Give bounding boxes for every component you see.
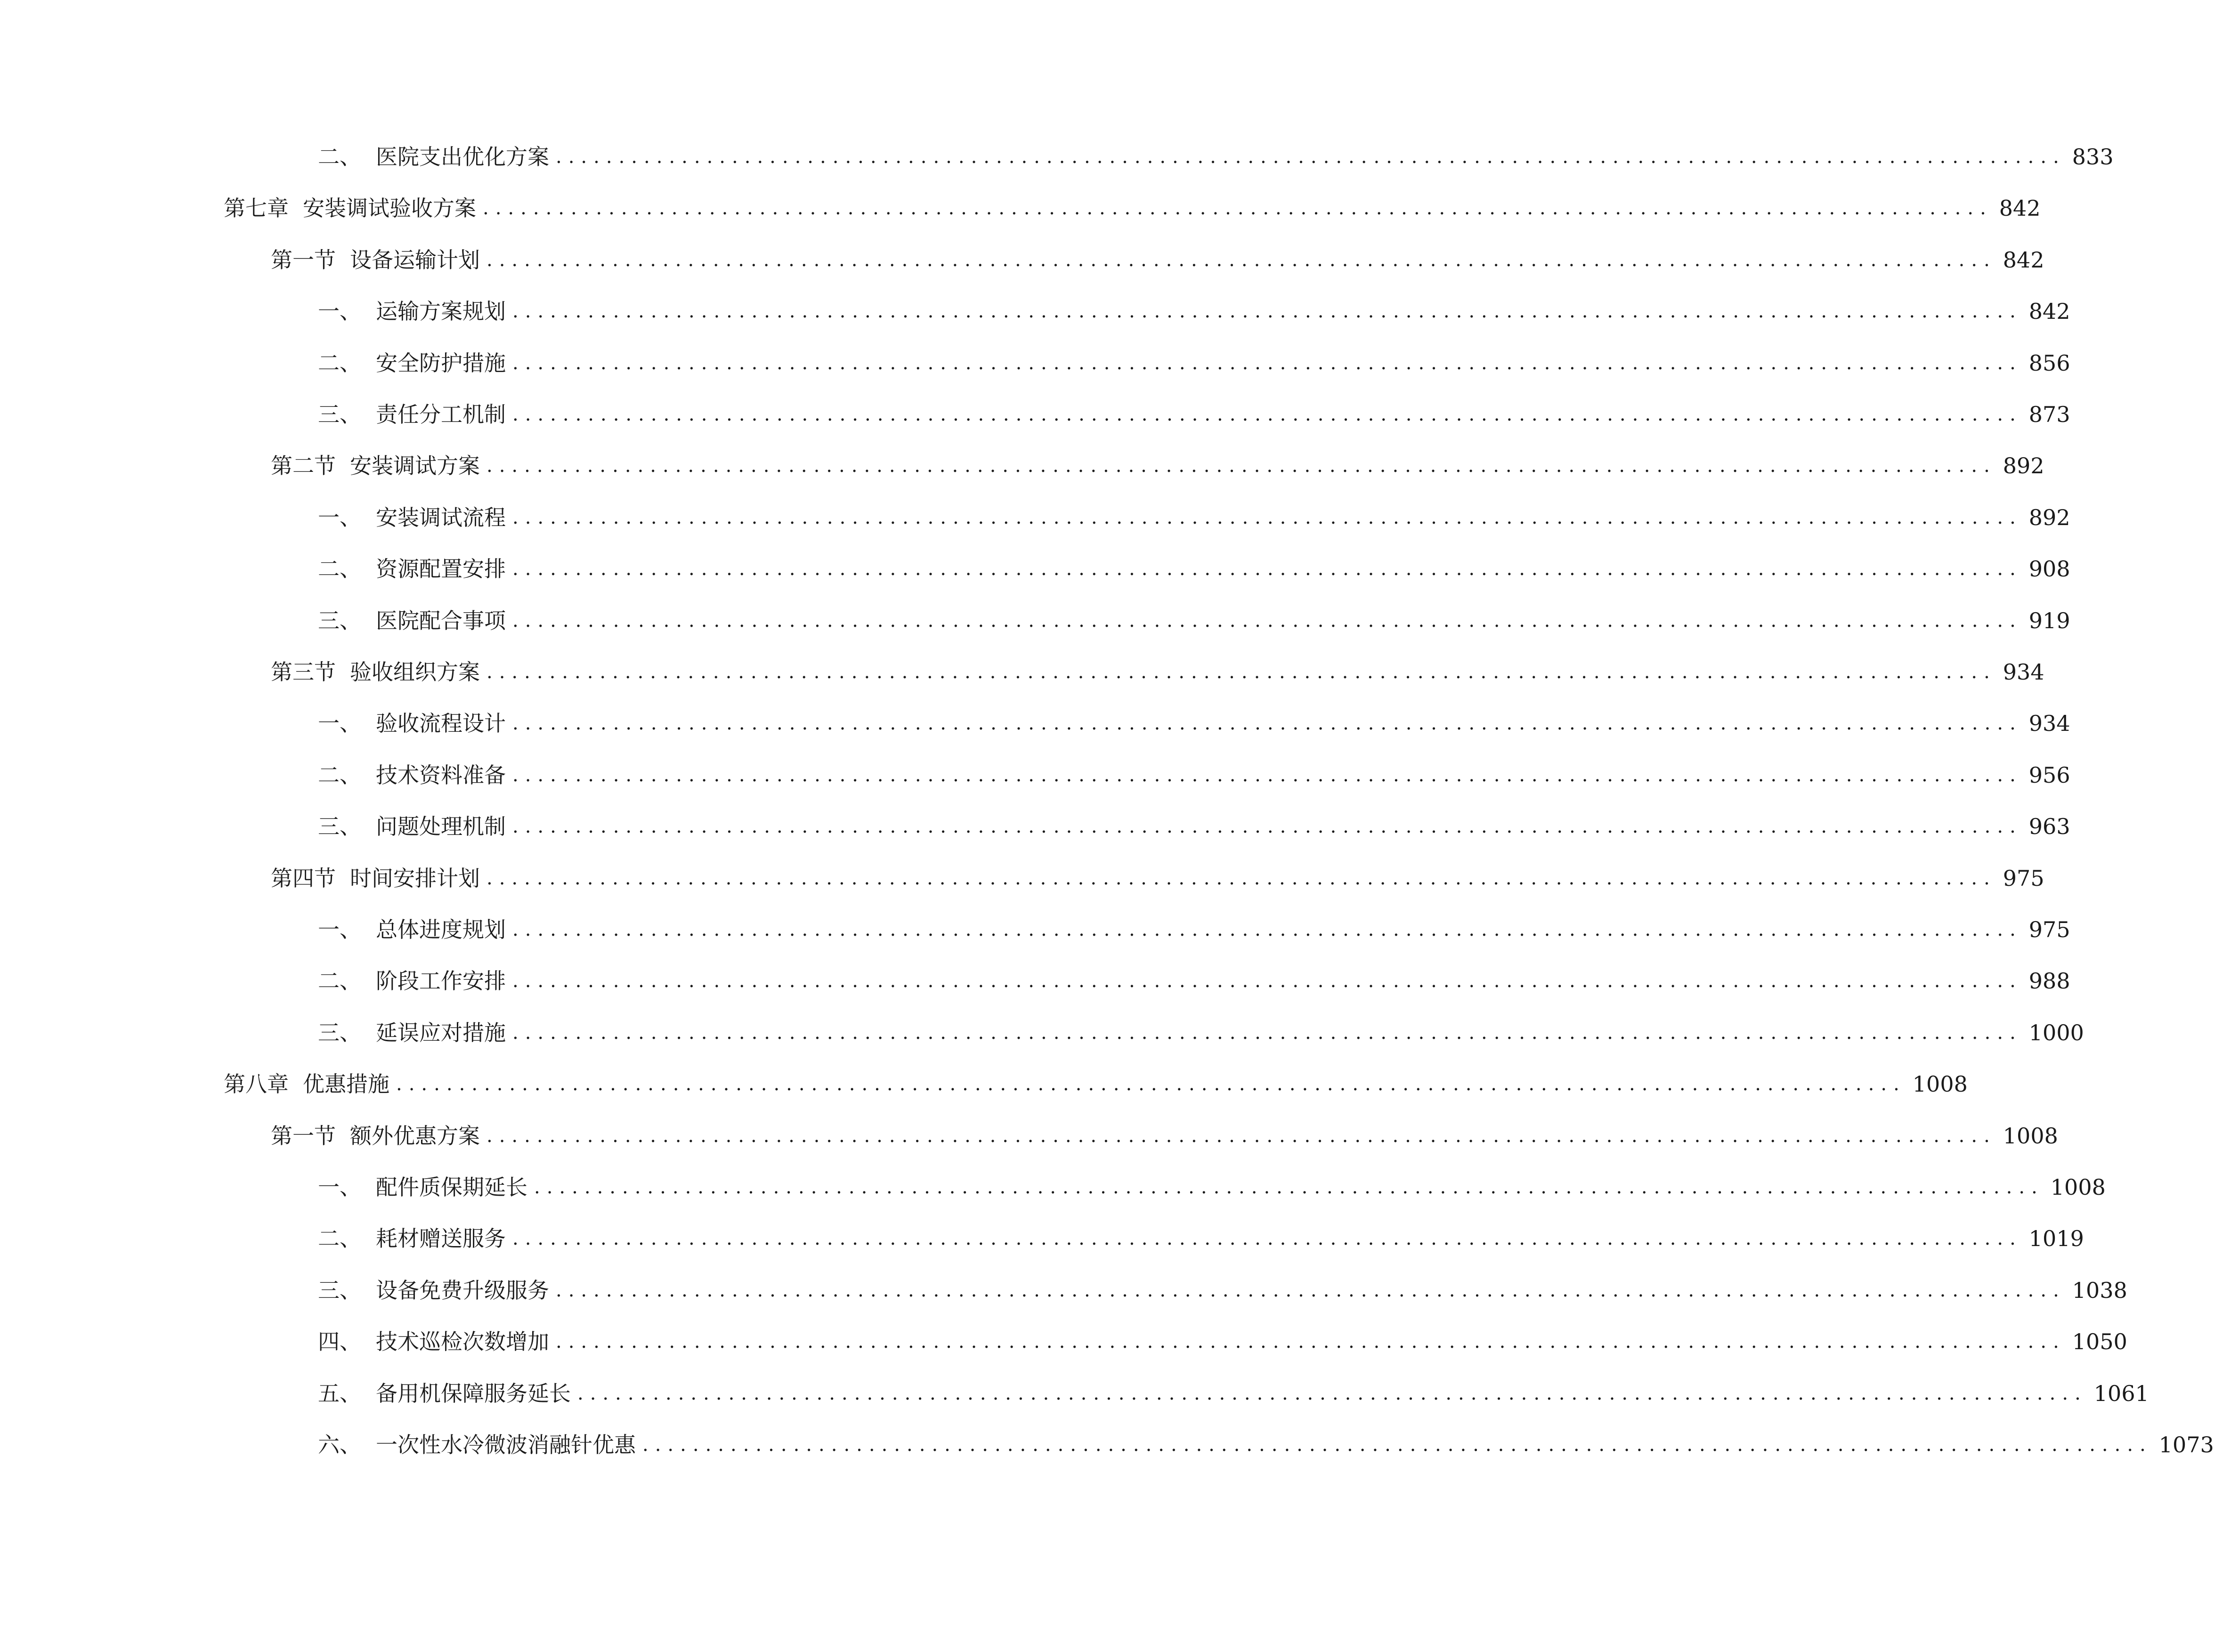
toc-entry[interactable] <box>318 962 2070 1000</box>
toc-entry-page-number: 1008 <box>2003 1123 2058 1149</box>
toc-entry-number: 第四节 <box>271 866 336 891</box>
toc-entry-title: 问题处理机制 <box>376 814 506 839</box>
toc-entry-page-number: 1000 <box>2028 1020 2084 1045</box>
toc-entry[interactable] <box>318 808 2070 845</box>
toc-entry[interactable] <box>271 447 2044 485</box>
toc-entry[interactable] <box>318 756 2070 794</box>
toc-entry-page-number: 892 <box>2003 453 2044 478</box>
toc-entry-number: 三、 <box>318 402 361 427</box>
toc-dot-leader: ........................................................................................................................ <box>577 1383 2087 1404</box>
toc-entry-page-number: 956 <box>2028 762 2070 788</box>
toc-dot-leader: ........................................................................................................................ <box>487 1125 1996 1147</box>
toc-entry-page-number: 1073 <box>2158 1432 2214 1458</box>
toc-entry-number: 二、 <box>318 968 361 994</box>
toc-entry-page-number: 1050 <box>2072 1329 2127 1354</box>
toc-entry[interactable] <box>318 499 2070 536</box>
toc-entry-title: 备用机保障服务延长 <box>376 1381 571 1406</box>
toc-entry[interactable] <box>318 1271 2127 1309</box>
toc-entry-title: 安装调试验收方案 <box>303 195 476 221</box>
toc-dot-leader: ........................................................................................................................ <box>534 1176 2044 1198</box>
toc-entry-title: 运输方案规划 <box>376 299 506 324</box>
toc-entry-number: 一、 <box>318 1174 361 1200</box>
toc-entry-title: 延误应对措施 <box>376 1020 506 1045</box>
toc-entry-title: 优惠措施 <box>303 1071 389 1097</box>
toc-entry-page-number: 975 <box>2028 917 2070 942</box>
toc-entry[interactable] <box>318 1014 2084 1052</box>
toc-entry-title: 耗材赠送服务 <box>376 1226 506 1251</box>
toc-entry[interactable] <box>271 859 2044 897</box>
toc-entry-page-number: 963 <box>2028 814 2070 839</box>
toc-entry-title: 总体进度规划 <box>376 917 506 942</box>
toc-dot-leader: ........................................................................................................................ <box>487 867 1996 889</box>
toc-entry-title: 安全防护措施 <box>376 350 506 376</box>
toc-entry-number: 三、 <box>318 1278 361 1303</box>
toc-entry-number: 第一节 <box>271 247 336 273</box>
toc-entry-title: 额外优惠方案 <box>350 1123 480 1149</box>
toc-entry-title: 设备运输计划 <box>350 247 480 273</box>
toc-entry-page-number: 842 <box>2028 299 2070 324</box>
toc-entry-number: 第七章 <box>224 195 289 221</box>
toc-entry-title: 设备免费升级服务 <box>376 1278 549 1303</box>
toc-entry[interactable] <box>318 1426 2214 1464</box>
toc-dot-leader: ........................................................................................................................ <box>512 713 2022 734</box>
toc-dot-leader: ........................................................................................................................ <box>512 764 2022 786</box>
toc-dot-leader: ........................................................................................................................ <box>512 816 2022 837</box>
toc-entry-number: 第八章 <box>224 1071 289 1097</box>
toc-dot-leader: ........................................................................................................................ <box>512 404 2022 425</box>
toc-entry-title: 技术巡检次数增加 <box>376 1329 549 1354</box>
toc-dot-leader: ........................................................................................................................ <box>512 1228 2022 1249</box>
toc-entry-title: 安装调试方案 <box>350 453 480 478</box>
toc-entry-number: 二、 <box>318 762 361 788</box>
toc-entry-title: 验收流程设计 <box>376 711 506 736</box>
toc-entry-number: 二、 <box>318 350 361 376</box>
toc-entry-title: 验收组织方案 <box>350 659 480 685</box>
toc-dot-leader: ........................................................................................................................ <box>556 146 2066 168</box>
toc-entry[interactable] <box>224 1065 1968 1103</box>
toc-dot-leader: ........................................................................................................................ <box>512 1022 2022 1044</box>
toc-entry-title: 技术资料准备 <box>376 762 506 788</box>
toc-entry-page-number: 975 <box>2003 866 2044 891</box>
toc-entry-page-number: 842 <box>1999 195 2041 221</box>
toc-dot-leader: ........................................................................................................................ <box>642 1434 2152 1456</box>
toc-entry[interactable] <box>318 1220 2084 1257</box>
toc-entry-title: 责任分工机制 <box>376 402 506 427</box>
toc-dot-leader: ........................................................................................................................ <box>512 610 2022 632</box>
toc-entry-page-number: 856 <box>2028 350 2070 376</box>
toc-entry[interactable] <box>318 602 2070 640</box>
toc-entry[interactable] <box>318 705 2070 742</box>
toc-entry[interactable] <box>318 911 2070 948</box>
toc-entry-title: 安装调试流程 <box>376 505 506 530</box>
toc-entry[interactable] <box>271 241 2044 279</box>
toc-entry-title: 阶段工作安排 <box>376 968 506 994</box>
toc-entry[interactable] <box>318 396 2070 433</box>
toc-dot-leader: ........................................................................................................................ <box>483 197 1993 219</box>
toc-entry-page-number: 873 <box>2028 402 2070 427</box>
toc-dot-leader: ........................................................................................................................ <box>512 352 2022 374</box>
toc-entry-number: 二、 <box>318 144 361 170</box>
toc-dot-leader: ........................................................................................................................ <box>487 249 1996 271</box>
toc-entry-title: 配件质保期延长 <box>376 1174 527 1200</box>
toc-entry-number: 二、 <box>318 1226 361 1251</box>
toc-entry-number: 第三节 <box>271 659 336 685</box>
toc-dot-leader: ........................................................................................................................ <box>512 507 2022 528</box>
toc-entry[interactable] <box>318 1168 2106 1206</box>
toc-dot-leader: ........................................................................................................................ <box>556 1279 2066 1301</box>
toc-entry[interactable] <box>318 292 2070 330</box>
toc-entry-page-number: 988 <box>2028 968 2070 994</box>
toc-entry[interactable] <box>318 344 2070 382</box>
toc-entry-page-number: 1038 <box>2072 1278 2127 1303</box>
toc-entry-page-number: 1061 <box>2093 1381 2149 1406</box>
toc-entry-number: 第一节 <box>271 1123 336 1149</box>
toc-entry-number: 六、 <box>318 1432 361 1458</box>
toc-dot-leader: ........................................................................................................................ <box>396 1073 1906 1095</box>
toc-entry-page-number: 892 <box>2028 505 2070 530</box>
toc-entry[interactable] <box>318 550 2070 588</box>
toc-entry-number: 三、 <box>318 814 361 839</box>
toc-dot-leader: ........................................................................................................................ <box>512 919 2022 940</box>
toc-entry-title: 时间安排计划 <box>350 866 480 891</box>
toc-entry-number: 三、 <box>318 1020 361 1045</box>
toc-entry-number: 五、 <box>318 1381 361 1406</box>
toc-entry-title: 医院配合事项 <box>376 608 506 633</box>
toc-entry-page-number: 1008 <box>1912 1071 1968 1097</box>
toc-entry-number: 四、 <box>318 1329 361 1354</box>
toc-entry-page-number: 1019 <box>2028 1226 2084 1251</box>
toc-entry-number: 一、 <box>318 917 361 942</box>
toc-dot-leader: ........................................................................................................................ <box>487 661 1996 683</box>
toc-entry-page-number: 919 <box>2028 608 2070 633</box>
toc-entry-number: 一、 <box>318 299 361 324</box>
toc-entry-page-number: 908 <box>2028 556 2070 582</box>
toc-entry-number: 第二节 <box>271 453 336 478</box>
toc-entry-page-number: 833 <box>2072 144 2114 170</box>
toc-entry-title: 医院支出优化方案 <box>376 144 549 170</box>
toc-entry-title: 一次性水冷微波消融针优惠 <box>376 1432 636 1458</box>
toc-dot-leader: ........................................................................................................................ <box>512 970 2022 992</box>
toc-entry[interactable] <box>318 138 2114 176</box>
toc-entry[interactable] <box>271 653 2044 691</box>
toc-dot-leader: ........................................................................................................................ <box>487 455 1996 477</box>
toc-entry-page-number: 934 <box>2003 659 2044 685</box>
toc-dot-leader: ........................................................................................................................ <box>556 1331 2066 1352</box>
toc-entry-page-number: 842 <box>2003 247 2044 273</box>
toc-entry-title: 资源配置安排 <box>376 556 506 582</box>
toc-entry-page-number: 1008 <box>2050 1174 2106 1200</box>
toc-entry[interactable] <box>318 1375 2149 1412</box>
toc-dot-leader: ........................................................................................................................ <box>512 558 2022 580</box>
toc-entry-number: 三、 <box>318 608 361 633</box>
toc-entry-number: 二、 <box>318 556 361 582</box>
toc-dot-leader: ........................................................................................................................ <box>512 300 2022 322</box>
toc-entry-number: 一、 <box>318 711 361 736</box>
toc-entry-page-number: 934 <box>2028 711 2070 736</box>
toc-entry[interactable] <box>224 189 2041 227</box>
toc-entry-number: 一、 <box>318 505 361 530</box>
toc-entry[interactable] <box>318 1323 2127 1360</box>
toc-entry[interactable] <box>271 1117 2058 1155</box>
